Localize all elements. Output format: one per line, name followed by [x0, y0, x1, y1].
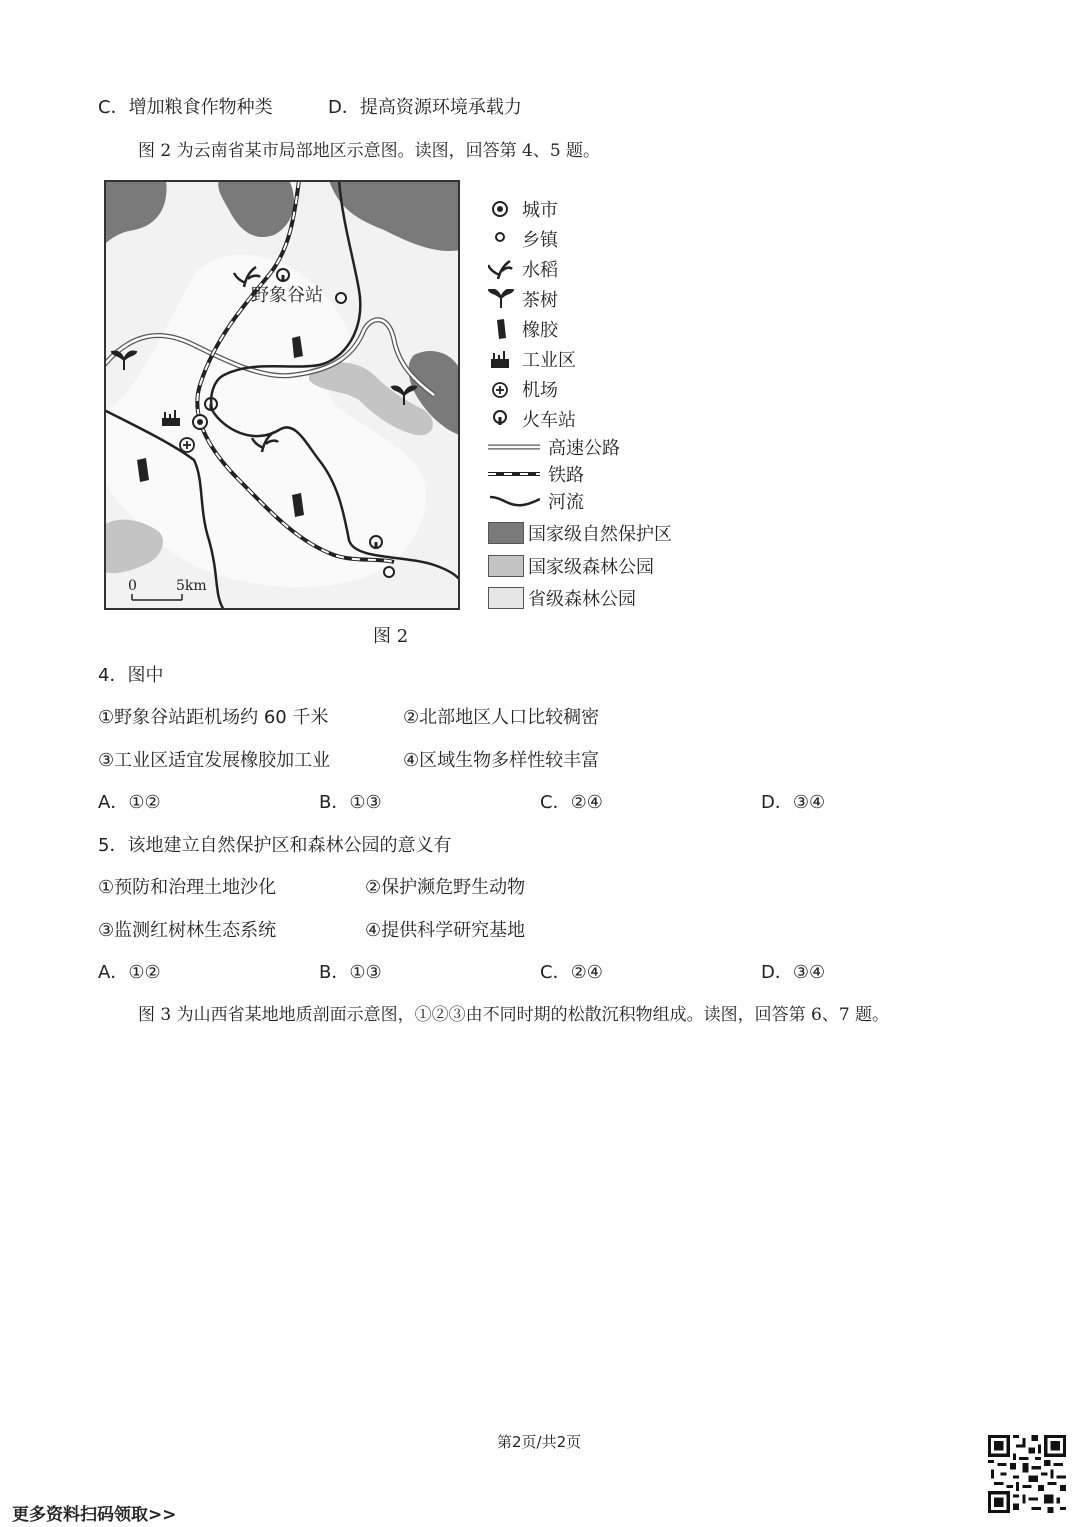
q4-statement-3: ③工业区适宜发展橡胶加工业 [98, 750, 331, 771]
legend-industrial [488, 346, 576, 372]
legend-label: 火车站 [522, 410, 576, 431]
airport-icon-map [180, 438, 194, 452]
rice-icon [488, 259, 514, 279]
city-icon [488, 199, 514, 219]
rubber-icon [488, 319, 514, 339]
legend-airport [488, 376, 558, 402]
legend-national-forest-park [488, 553, 654, 579]
industrial-icon [488, 349, 514, 369]
legend-highway [488, 434, 620, 460]
town-icon [488, 229, 514, 249]
q5-option-a: A．①② [98, 962, 161, 983]
q5-statement-2: ②保护濒危野生动物 [365, 877, 526, 898]
legend-label: 国家级森林公园 [528, 557, 654, 578]
q4-option-b: B．①③ [319, 792, 382, 813]
legend-river [488, 488, 584, 514]
city-icon-map [193, 415, 207, 429]
q3-option-c: C．增加粮食作物种类 [98, 97, 273, 118]
q5-option-b: B．①③ [319, 962, 382, 983]
fig2-intro: 图 2 为云南省某市局部地区示意图。读图，回答第 4、5 题。 [138, 141, 601, 161]
legend-label: 工业区 [522, 350, 576, 371]
provincial-forest-park-swatch [488, 587, 524, 609]
legend-label: 省级森林公园 [528, 589, 636, 610]
legend-city [488, 196, 558, 222]
legend-provincial-forest-park [488, 585, 636, 611]
legend-label: 高速公路 [548, 438, 620, 459]
legend-label: 茶树 [522, 290, 558, 311]
q3-option-d: D．提高资源环境承载力 [328, 97, 522, 118]
legend-label: 国家级自然保护区 [528, 524, 672, 545]
qr-code-icon[interactable] [988, 1435, 1066, 1513]
q4-option-a: A．①② [98, 792, 161, 813]
q5-statement-1: ①预防和治理土地沙化 [98, 877, 277, 898]
legend-rubber [488, 316, 558, 342]
legend-rice [488, 256, 558, 282]
q5-option-c: C．②④ [540, 962, 603, 983]
map-figure-2 [104, 180, 460, 610]
train-station-icon [488, 409, 514, 429]
fig2-caption: 图 2 [373, 626, 409, 647]
q4-statement-2: ②北部地区人口比较稠密 [403, 707, 600, 728]
town-icon-yexianggu [336, 293, 346, 303]
legend-label: 机场 [522, 380, 558, 401]
legend-national-reserve [488, 520, 672, 546]
scale-zero: 0 [128, 578, 137, 594]
legend-label: 城市 [522, 200, 558, 221]
q4-option-d: D．③④ [761, 792, 826, 813]
q5-option-d: D．③④ [761, 962, 826, 983]
national-reserve-swatch [488, 522, 524, 544]
railway-icon [488, 464, 540, 484]
legend-tea [488, 286, 558, 312]
town-icon-south [384, 567, 394, 577]
scale-km: 5km [176, 578, 207, 594]
q4-stem: 4．图中 [98, 665, 164, 686]
promo-text[interactable]: 更多资料扫码领取>> [12, 1505, 177, 1525]
yexianggu-station-label: 野象谷站 [251, 285, 323, 306]
legend-label: 橡胶 [522, 320, 558, 341]
airport-icon [488, 379, 514, 399]
river-icon [488, 491, 540, 511]
legend-label: 水稻 [522, 260, 558, 281]
q5-stem: 5．该地建立自然保护区和森林公园的意义有 [98, 835, 452, 856]
q5-statement-3: ③监测红树林生态系统 [98, 920, 277, 941]
q4-statement-4: ④区域生物多样性较丰富 [403, 750, 600, 771]
q5-statement-4: ④提供科学研究基地 [365, 920, 526, 941]
legend-railway [488, 461, 584, 487]
tea-icon [488, 289, 514, 309]
legend-label: 乡镇 [522, 230, 558, 251]
fig3-intro: 图 3 为山西省某地地质剖面示意图，①②③由不同时期的松散沉积物组成。读图，回答第 6、7 题。 [138, 1005, 890, 1025]
legend-label: 河流 [548, 492, 584, 513]
legend-train-station [488, 406, 576, 432]
legend-town [488, 226, 558, 252]
page-number: 第2页/共2页 [497, 1433, 582, 1451]
q4-statement-1: ①野象谷站距机场约 60 千米 [98, 707, 329, 728]
national-forest-park-swatch [488, 555, 524, 577]
legend-label: 铁路 [548, 465, 584, 486]
highway-icon [488, 437, 540, 457]
q4-option-c: C．②④ [540, 792, 603, 813]
